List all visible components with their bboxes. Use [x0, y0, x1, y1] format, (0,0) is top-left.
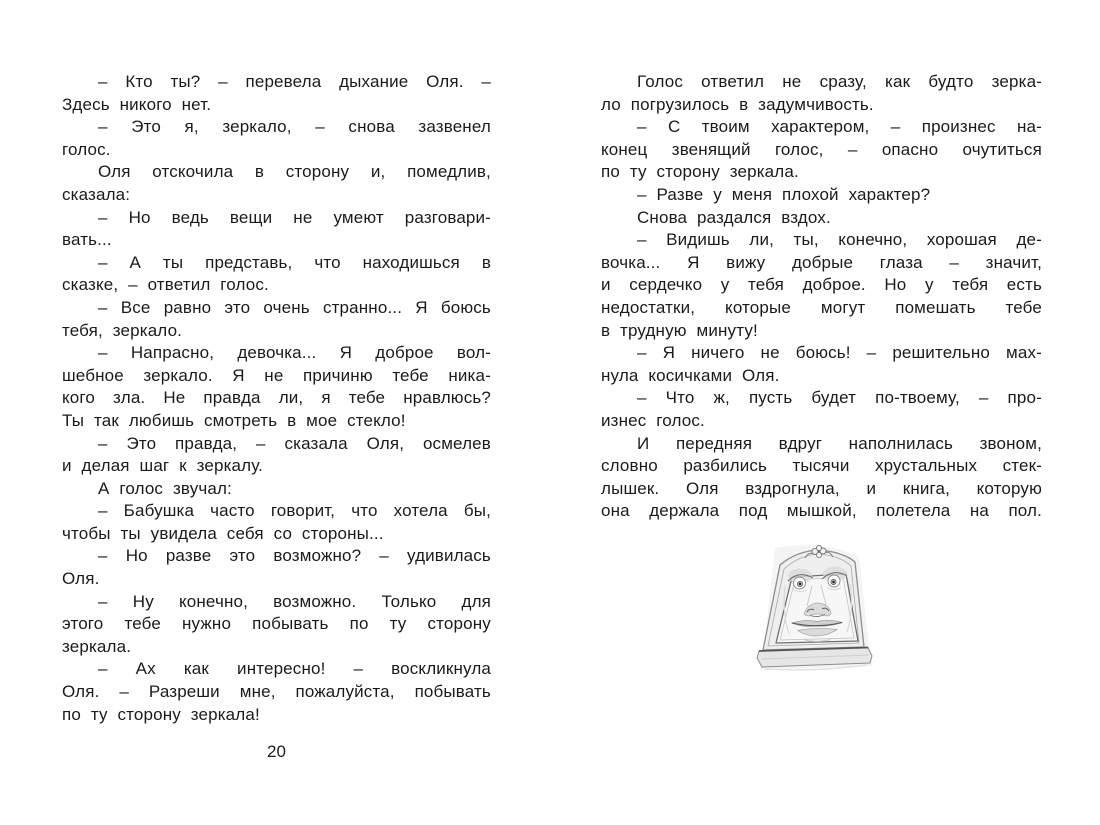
text-line: нула косичками Оля.	[601, 365, 780, 385]
text-line: – Но ведь вещи не умеют разговари-	[98, 207, 491, 227]
text-line: ло погрузилось в задумчивость.	[601, 94, 874, 114]
text-line: по ту сторону зеркала!	[62, 704, 260, 724]
text-line: – Ах как интересно! – воскликнула	[98, 659, 491, 679]
text-line: недостатки, которые могут помешать тебе	[601, 297, 1042, 317]
text-line: И передняя вдруг наполнилась звоном,	[637, 433, 1042, 453]
text-line: и делая шаг к зеркалу.	[62, 456, 264, 476]
text-line: – Я ничего не боюсь! – решительно мах-	[637, 343, 1042, 363]
text-line: этого тебе нужно побывать по ту сторону	[62, 614, 491, 634]
text-line: шебное зеркало. Я не причиню тебе ника-	[62, 365, 491, 385]
text-line: Оля отскочила в сторону и, помедлив,	[98, 162, 491, 182]
text-line: Голос ответил не сразу, как будто зерка-	[637, 72, 1042, 91]
text-line: и сердечко у тебя доброе. Но у тебя есть	[601, 275, 1042, 295]
text-line: вочка... Я вижу добрые глаза – значит,	[601, 252, 1042, 272]
text-line: в трудную минуту!	[601, 320, 758, 340]
text-line: – Что ж, пусть будет по-твоему, – про-	[637, 388, 1042, 408]
right-text-column	[601, 71, 1042, 523]
text-line: словно разбились тысячи хрустальных стек-	[601, 456, 1042, 476]
text-line: сказала:	[62, 184, 131, 204]
text-line: – Разве у меня плохой характер?	[637, 184, 931, 204]
text-line: Ты так любишь смотреть в мое стекло!	[62, 410, 406, 430]
text-line: – Это я, зеркало, – снова зазвенел	[98, 117, 491, 137]
text-line: чтобы ты увидела себя со стороны...	[62, 523, 384, 543]
text-line: – Напрасно, девочка... Я доброе вол-	[98, 343, 491, 363]
text-line: Здесь никого нет.	[62, 94, 212, 114]
page-number: 20	[267, 742, 286, 761]
text-line: Снова раздался вздох.	[637, 207, 831, 227]
left-text-column	[62, 71, 491, 726]
text-line: тебя, зеркало.	[62, 320, 183, 340]
text-line: – Но разве это возможно? – удивилась	[98, 546, 491, 566]
text-line: кого зла. Не правда ли, я тебе нравлюсь?	[62, 388, 491, 408]
text-line: – Бабушка часто говорит, что хотела бы,	[98, 501, 491, 521]
text-line: голос.	[62, 139, 111, 159]
text-line: – Это правда, – сказала Оля, осмелев	[98, 433, 491, 453]
text-line: Оля.	[62, 569, 100, 589]
text-line: зеркала.	[62, 636, 132, 656]
text-line: вать...	[62, 230, 112, 250]
text-line: она держала под мышкой, полетела на пол.	[601, 501, 1042, 521]
text-line: А голос звучал:	[98, 478, 232, 498]
text-line: Оля. – Разреши мне, пожалуйста, побывать	[62, 682, 491, 702]
text-line: лышек. Оля вздрогнула, и книга, которую	[601, 478, 1042, 498]
text-line: изнес голос.	[601, 410, 705, 430]
text-line: – Все равно это очень странно... Я боюсь	[98, 297, 491, 317]
text-line: – Кто ты? – перевела дыхание Оля. –	[98, 72, 491, 91]
text-line: сказке, – ответил голос.	[62, 275, 269, 295]
text-line: конец звенящий голос, – опасно очутиться	[601, 139, 1042, 159]
text-line: – А ты представь, что находишься в	[98, 252, 491, 272]
text-line: – Видишь ли, ты, конечно, хорошая де-	[637, 230, 1042, 250]
text-line: – С твоим характером, – произнес на-	[637, 117, 1042, 137]
mirror-illustration	[755, 542, 879, 676]
text-line: по ту сторону зеркала.	[601, 162, 799, 182]
text-line: – Ну конечно, возможно. Только для	[98, 591, 491, 611]
